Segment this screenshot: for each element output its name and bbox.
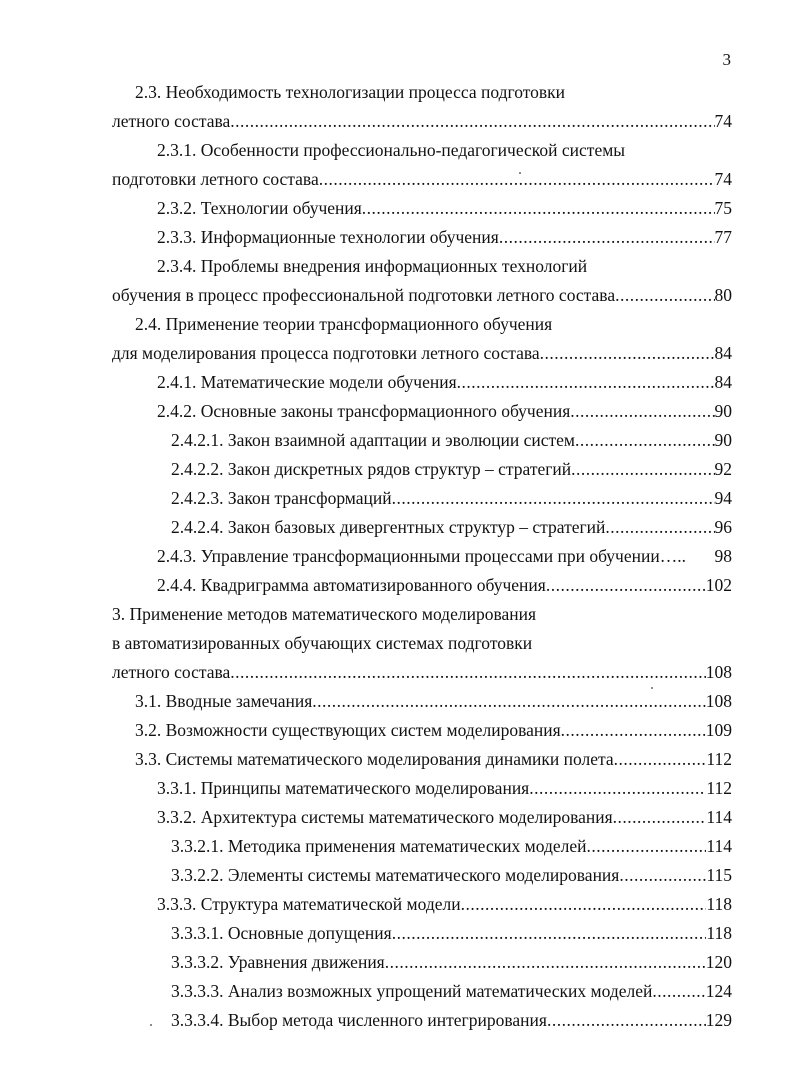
toc-entry-3-1[interactable] [135,687,732,715]
toc-entry-2-3-4[interactable] [157,252,587,280]
toc-entry-page: 108 [705,662,732,682]
toc-entry-page: 94 [714,488,732,508]
leader-dots [571,455,714,483]
toc-entry-text: подготовки летного состава [112,169,319,189]
toc-entry-3-3-2[interactable] [157,803,732,831]
toc-entry-text: 3.3.2.2. Элементы системы математического моделирования [171,865,620,885]
toc-entry-page: 75 [714,198,732,218]
leader-dots [385,948,706,976]
toc-entry-3-3-2-2[interactable] [171,861,732,889]
toc-entry-2-4-2-3[interactable] [171,484,732,512]
leader-dots [319,165,715,193]
toc-entry-3-cont-1[interactable] [112,629,532,657]
toc-entry-text: 3.3.2. Архитектура системы математического моделирования [157,807,613,827]
leader-dots [230,107,714,135]
toc-entry-text: летного состава [112,662,231,682]
leader-dots [652,977,705,1005]
toc-entry-page: 84 [714,343,732,363]
scan-speck [651,687,653,689]
leader-dots [540,339,715,367]
toc-entry-text: 2.4. Применение теории трансформационного обучения [135,314,553,334]
toc-entry-page: 108 [705,691,732,711]
toc-entry-text: 2.4.2. Основные законы трансформационного обучения [157,401,571,421]
toc-entry-3-3[interactable] [135,745,732,773]
toc-entry-2-4-3[interactable] [157,542,732,570]
toc-entry-text: 2.4.4. Квадриграмма автоматизированного обучения [157,575,546,595]
leader-dots [529,774,706,802]
leader-dots [570,397,714,425]
toc-entry-2-4-2[interactable] [157,397,732,425]
toc-entry-text: 2.3.3. Информационные технологии обучения [157,227,499,247]
toc-entry-3-3-3-2[interactable] [171,948,732,976]
toc-entry-text: 2.3. Необходимость технологизации процесса подготовки [135,82,566,102]
toc-entry-page: 109 [705,720,732,740]
toc-entry-page: 112 [706,778,732,798]
toc-entry-3-2[interactable] [135,716,732,744]
toc-entry-text: 2.4.2.3. Закон трансформаций [171,488,392,508]
toc-entry-text: 2.4.3. Управление трансформационными процессами при обучении….. [157,546,686,566]
toc-entry-3-3-2-1[interactable] [171,832,732,860]
toc-entry-page: 98 [714,546,732,566]
toc-entry-page: 90 [714,430,732,450]
toc-entry-page: 118 [706,923,732,943]
toc-entry-text: 3.1. Вводные замечания [135,691,313,711]
toc-entry-page: 118 [706,894,732,914]
toc-entry-2-4[interactable] [135,310,552,338]
leader-dots [499,223,715,251]
leader-dots [561,716,706,744]
toc-entry-text: 3.3.3.3. Анализ возможных упрощений математических моделей [171,981,653,1001]
leader-dots [547,1006,706,1034]
toc-entry-page: 112 [706,749,732,769]
toc-entry-page: 80 [714,285,732,305]
toc-entry-page: 74 [714,169,732,189]
leader-dots [546,571,706,599]
toc-entry-page: 124 [705,981,732,1001]
toc-entry-text: 2.4.2.1. Закон взаимной адаптации и эволюции систем [171,430,576,450]
toc-entry-page: 92 [714,459,732,479]
toc-entry-2-4-1[interactable] [157,368,732,396]
toc-entry-page: 120 [705,952,732,972]
toc-entry-3-3-3-1[interactable] [171,919,732,947]
toc-entry-3-3-1[interactable] [157,774,732,802]
toc-entry-2-4-2-4[interactable] [171,513,732,541]
leader-dots [586,832,706,860]
leader-dots [575,426,714,454]
toc-entry-2-3-4-cont[interactable] [112,281,732,309]
leader-dots [615,281,714,309]
toc-entry-text: 3.3.3.4. Выбор метода численного интегрирования [171,1010,547,1030]
toc-entry-text: 2.4.2.2. Закон дискретных рядов структур – стратегий [171,459,572,479]
toc-entry-page: 102 [705,575,732,595]
toc-entry-text: 3.3.3.2. Уравнения движения [171,952,385,972]
leader-dots [230,658,705,686]
toc-entry-2-4-cont[interactable] [112,339,732,367]
leader-dots [614,745,707,773]
toc-entry-2-3-2[interactable] [157,194,732,222]
toc-entry-2-4-2-1[interactable] [171,426,732,454]
page-number: 3 [722,50,731,69]
toc-entry-text: 3.3.1. Принципы математического моделирования [157,778,530,798]
toc-entry-2-3-1[interactable] [157,136,625,164]
scan-speck [150,1024,152,1026]
toc-entry-text: 2.3.4. Проблемы внедрения информационных технологий [157,256,588,276]
toc-entry-3-3-3-3[interactable] [171,977,732,1005]
toc-entry-text: 3.3. Системы математического моделирования динамики полета [135,749,614,769]
toc-entry-text: 3.2. Возможности существующих систем моделирования [135,720,561,740]
toc-entry-page: 74 [714,111,732,131]
toc-entry-text: 3.3.3.1. Основные допущения [171,923,392,943]
toc-entry-page: 96 [714,517,732,537]
toc-entry-2-3-1-cont[interactable] [112,165,732,193]
toc-entry-text: 3.3.2.1. Методика применения математических моделей [171,836,587,856]
toc-entry-2-3[interactable] [135,78,565,106]
toc-entry-page: 114 [706,807,732,827]
toc-entry-3-cont-2[interactable] [112,658,732,686]
leader-dots [457,368,715,396]
leader-dots [392,484,715,512]
leader-dots [392,919,707,947]
toc-entry-page: 90 [714,401,732,421]
leader-dots [613,803,707,831]
toc-entry-page: 129 [705,1010,732,1030]
toc-entry-text: 2.3.2. Технологии обучения [157,198,362,218]
toc-entry-text: 2.4.1. Математические модели обучения [157,372,457,392]
toc-entry-3[interactable] [112,600,536,628]
toc-entry-2-3-cont[interactable] [112,107,732,135]
toc-entry-text: 2.3.1. Особенности профессионально-педагогической системы [157,140,626,160]
toc-entry-page: 114 [706,836,732,856]
toc-entry-text: в автоматизированных обучающих системах подготовки [112,633,533,653]
leader-dots [619,861,706,889]
toc-entry-text: 3. Применение методов математического моделирования [112,604,537,624]
toc-entry-2-4-4[interactable] [157,571,732,599]
toc-entry-3-3-3[interactable] [157,890,732,918]
toc-entry-text: летного состава [112,111,231,131]
toc-entry-text: 3.3.3. Структура математической модели [157,894,461,914]
toc-entry-2-4-2-2[interactable] [171,455,732,483]
toc-entry-3-3-3-4[interactable] [171,1006,732,1034]
toc-entry-text: обучения в процесс профессиональной подготовки летного состава [112,285,616,305]
toc-entry-page: 77 [714,227,732,247]
toc-entry-text: для моделирования процесса подготовки летного состава [112,343,540,363]
toc-entry-page: 84 [714,372,732,392]
toc-entry-page: 115 [706,865,732,885]
leader-dots [362,194,715,222]
toc-entry-text: 2.4.2.4. Закон базовых дивергентных структур – стратегий [171,517,606,537]
toc-entry-2-3-3[interactable] [157,223,732,251]
leader-dots [461,890,707,918]
leader-dots [312,687,705,715]
leader-dots [605,513,714,541]
scan-speck [519,172,521,174]
